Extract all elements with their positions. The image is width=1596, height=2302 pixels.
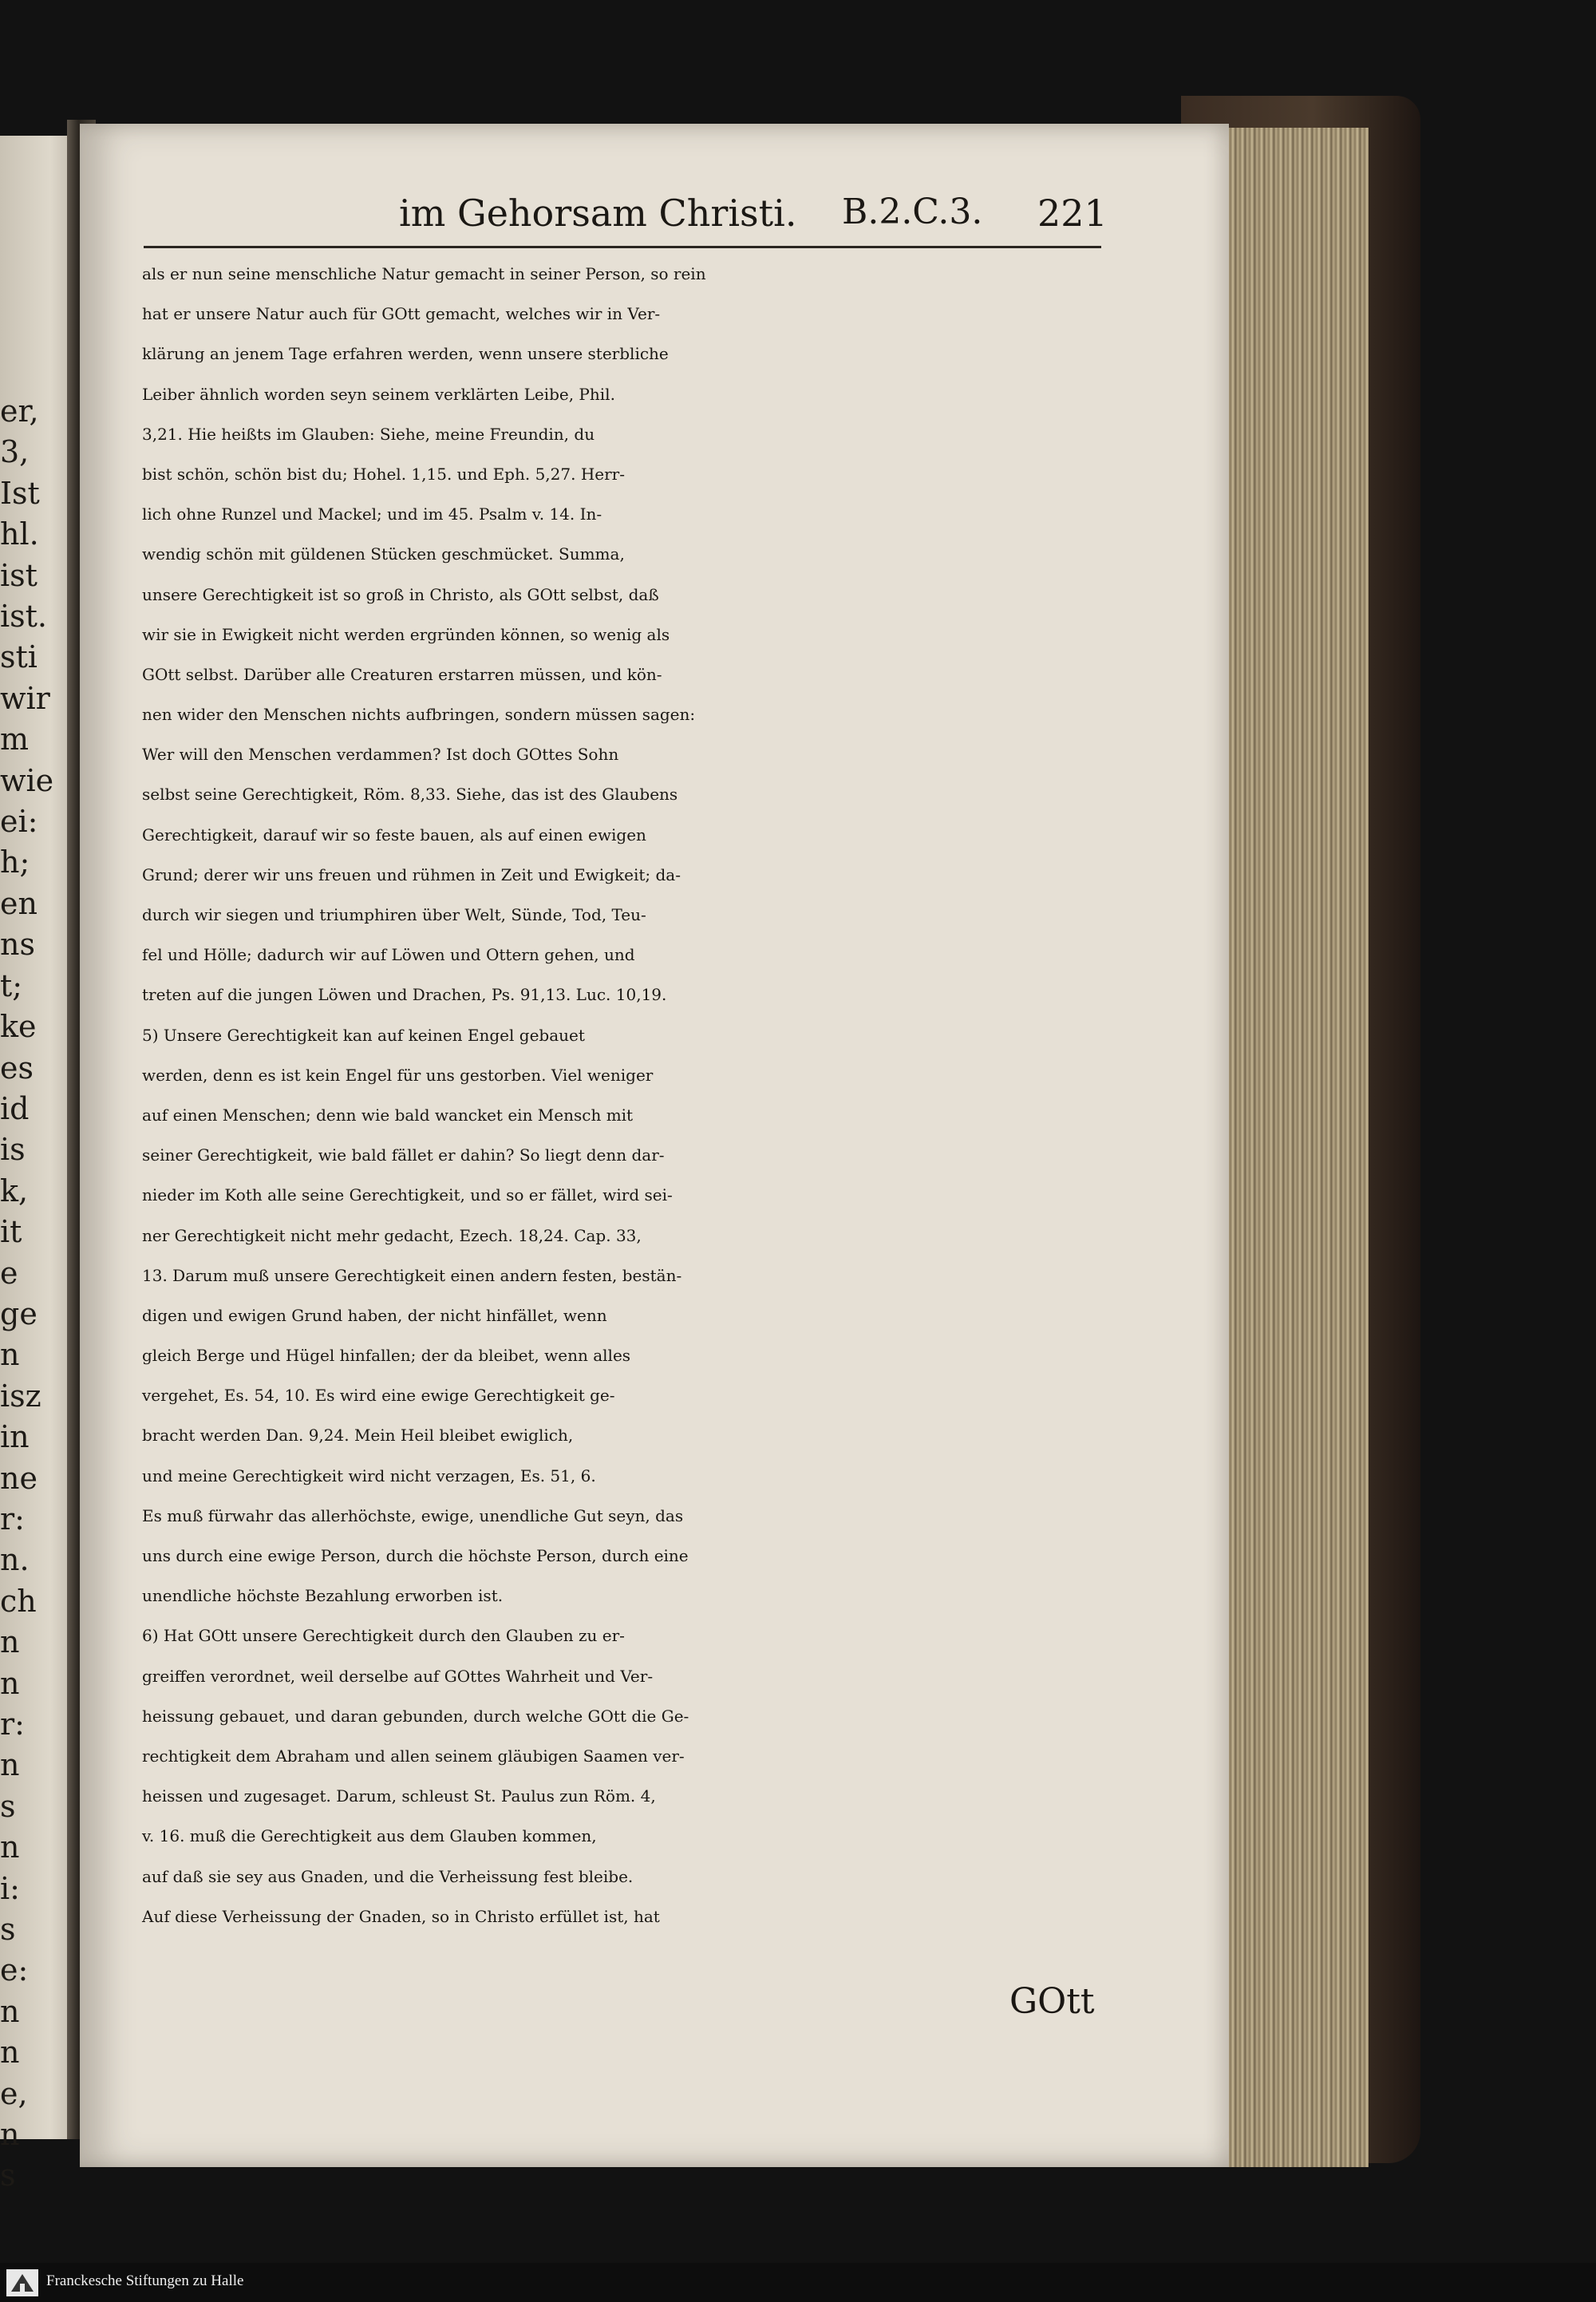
text-line: selbst seine Gerechtigkeit, Röm. 8,33. Siehe, das ist des Glaubens [142, 785, 678, 805]
text-line: GOtt selbst. Darüber alle Creaturen erstarren müssen, und kön- [142, 664, 662, 684]
text-line: rechtigkeit dem Abraham und allen seinem gläubigen Saamen ver- [142, 1746, 685, 1766]
text-line: Es muß fürwahr das allerhöchste, ewige, unendliche Gut seyn, das [142, 1505, 684, 1525]
text-line: Wer will den Menschen verdammen? Ist doch GOttes Sohn [142, 745, 619, 765]
text-line: bist schön, schön bist du; Hohel. 1,15. und Eph. 5,27. Herr- [142, 464, 625, 484]
text-line: seiner Gerechtigkeit, wie bald fället er dahin? So liegt denn dar- [142, 1145, 665, 1165]
body-text [142, 254, 1108, 1936]
text-line: hat er unsere Natur auch für GOtt gemacht, welches wir in Ver- [142, 304, 661, 324]
text-line: auf daß sie sey aus Gnaden, und die Verheissung fest bleibe. [142, 1866, 634, 1886]
text-line: Grund; derer wir uns freuen und rühmen in Zeit und Ewigkeit; da- [142, 864, 681, 884]
running-head-title: im Gehorsam Christi. [399, 192, 797, 235]
chapter-reference: B.2.C.3. [842, 192, 983, 232]
page-number: 221 [1037, 192, 1108, 235]
text-line: vergehet, Es. 54, 10. Es wird eine ewige Gerechtigkeit ge- [142, 1386, 615, 1406]
text-line: bracht werden Dan. 9,24. Mein Heil bleibet ewiglich, [142, 1426, 574, 1446]
text-line: uns durch eine ewige Person, durch die höchste Person, durch eine [142, 1546, 689, 1565]
text-line: durch wir siegen und triumphiren über Welt, Sünde, Tod, Teu- [142, 905, 646, 924]
text-line: lich ohne Runzel und Mackel; und im 45. Psalm v. 14. In- [142, 504, 602, 524]
text-line: heissen und zugesaget. Darum, schleust St. Paulus zun Röm. 4, [142, 1786, 656, 1806]
text-line: unsere Gerechtigkeit ist so groß in Christo, als GOtt selbst, daß [142, 584, 659, 604]
text-line: nen wider den Menschen nichts aufbringen, sondern müssen sagen: [142, 705, 696, 725]
text-line: heissung gebauet, und daran gebunden, durch welche GOtt die Ge- [142, 1706, 689, 1726]
text-line: ner Gerechtigkeit nicht mehr gedacht, Ezech. 18,24. Cap. 33, [142, 1225, 642, 1245]
text-line: werden, denn es ist kein Engel für uns gestorben. Viel weniger [142, 1065, 654, 1085]
text-line: und meine Gerechtigkeit wird nicht verzagen, Es. 51, 6. [142, 1465, 596, 1485]
header-rule [144, 246, 1101, 248]
text-line: digen und ewigen Grund haben, der nicht hinfället, wenn [142, 1305, 607, 1325]
institution-name: Franckesche Stiftungen zu Halle [46, 2272, 244, 2289]
text-line: 5) Unsere Gerechtigkeit kan auf keinen Engel gebauet [142, 1025, 585, 1045]
text-line: gleich Berge und Hügel hinfallen; der da bleibet, wenn alles [142, 1346, 631, 1366]
footer-bar [0, 2263, 1596, 2302]
catchword: GOtt [1009, 1981, 1095, 2022]
text-line: 3,21. Hie heißts im Glauben: Siehe, meine Freundin, du [142, 424, 595, 444]
text-line: klärung an jenem Tage erfahren werden, wenn unsere sterbliche [142, 344, 669, 364]
text-line: Leiber ähnlich worden seyn seinem verklärten Leibe, Phil. [142, 384, 615, 404]
text-line: unendliche höchste Bezahlung erworben ist. [142, 1586, 504, 1606]
running-head [399, 192, 1117, 239]
text-line: als er nun seine menschliche Natur gemacht in seiner Person, so rein [142, 264, 706, 283]
text-line: nieder im Koth alle seine Gerechtigkeit, und so er fället, wird sei- [142, 1185, 673, 1205]
left-page-margin-text: er, 3, Ist hl. ist ist. sti wir m wie ei: h; en ns t; ke es id is k, it e ge n isz in ne r: n. ch n n r: n s n i: s e: n n e, n s [0, 394, 54, 2193]
text-line: auf einen Menschen; denn wie bald wancket ein Mensch mit [142, 1105, 634, 1125]
text-line: Auf diese Verheissung der Gnaden, so in Christo erfüllet ist, hat [142, 1906, 660, 1926]
text-line: fel und Hölle; dadurch wir auf Löwen und Ottern gehen, und [142, 945, 635, 965]
text-line: treten auf die jungen Löwen und Drachen, Ps. 91,13. Luc. 10,19. [142, 985, 667, 1005]
text-line: 13. Darum muß unsere Gerechtigkeit einen andern festen, bestän- [142, 1265, 682, 1285]
text-line: greiffen verordnet, weil derselbe auf GOttes Wahrheit und Ver- [142, 1666, 654, 1686]
institution-logo-icon [6, 2269, 38, 2296]
text-line: Gerechtigkeit, darauf wir so feste bauen, als auf einen ewigen [142, 825, 646, 844]
text-line: wir sie in Ewigkeit nicht werden ergründen können, so wenig als [142, 624, 670, 644]
text-line: wendig schön mit güldenen Stücken geschmücket. Summa, [142, 544, 625, 564]
text-line: 6) Hat GOtt unsere Gerechtigkeit durch den Glauben zu er- [142, 1626, 625, 1646]
text-line: v. 16. muß die Gerechtigkeit aus dem Glauben kommen, [142, 1826, 597, 1846]
